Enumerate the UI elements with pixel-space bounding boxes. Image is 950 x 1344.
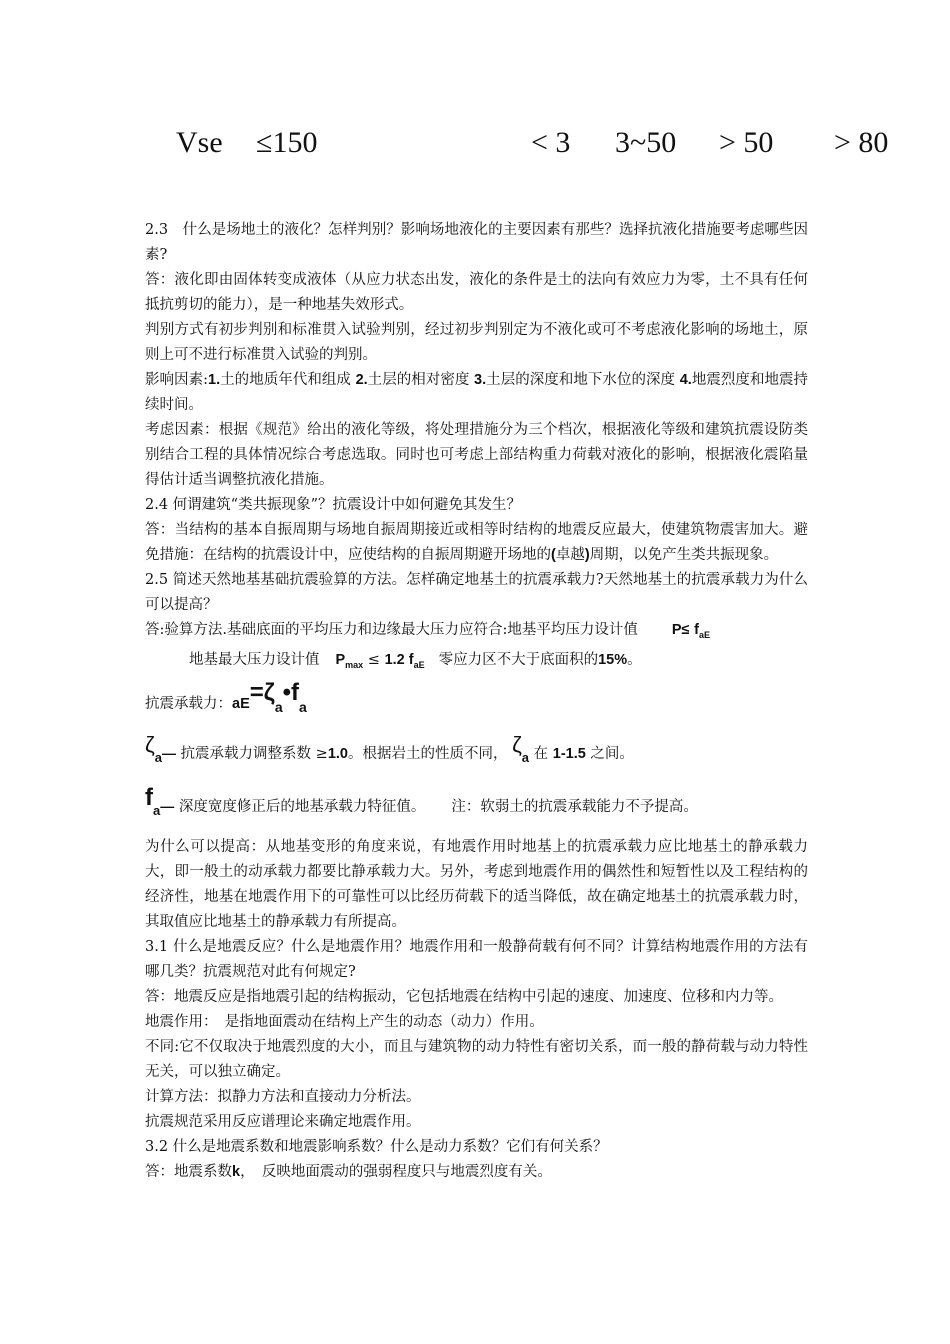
answer-3-1-methods: 计算方法：拟静力方法和直接动力分析法。	[145, 1089, 421, 1106]
zeta-definition: $\zeta_a—$ 抗震承载力调整系数 ≥1.0。根据岩土的性质不同， $\zeta_a$ 在 1-1.5 之间。	[145, 731, 634, 765]
depth-range-4: > 80	[834, 126, 889, 159]
answer-3-1-difference: 不同:它不仅取决于地震烈度的大小，而且与建筑物的动力特性有密切关系，而一般的静荷载与动力特性无关，可以独立确定。	[145, 1039, 808, 1081]
question-2-4: 2.4 何谓建筑“类共振现象”？抗震设计中如何避免其发生？	[145, 497, 521, 513]
question-2-3: 2.3 什么是场地土的液化？怎样判别？影响场地液化的主要因素有那些？选择抗液化措施要考虑哪些因素?	[145, 222, 808, 263]
question-2-5: 2.5 简述天然地基基础抗震验算的方法。怎样确定地基土的抗震承载力?天然地基土的抗震承载力为什么可以提高？	[145, 572, 808, 613]
capacity-formula: 抗震承载力：$aE=\zeta_a•f_a$	[145, 678, 307, 715]
answer-3-1-response: 答：地震反应是指地震引起的结构振动，它包括地震在结构中引起的速度、加速度、位移和内力等。	[145, 989, 783, 1006]
answer-2-5-method: 答:验算方法.基础底面的平均压力和边缘最大压力应符合:地基平均压力设计值 $P\le f_{aE}$	[145, 622, 710, 640]
question-3-1: 3.1 什么是地震反应？什么是地震作用？地震作用和一般静荷载有何不同？计算结构地震作用的方法有哪几类？抗震规范对此有何规定?	[145, 939, 808, 981]
answer-2-3-considerations: 考虑因素：根据《规范》给出的液化等级，将处理措施分为三个档次，根据液化等级和建筑抗震设防类别结合工程的具体情况综合考虑选取。同时也可考虑上部结构重力荷载对液化的影响，根据液化震陷量得估计适当调整抗液化措施。	[145, 422, 808, 488]
fa-definition: $f_a—$ 深度宽度修正后的地基承载力特征值。 注：软弱土的抗震承载能力不予提高。	[145, 783, 698, 818]
depth-range-1: < 3	[531, 126, 571, 159]
vs-range-1: ≤150	[256, 126, 318, 159]
answer-2-3-factors: 影响因素:1.土的地质年代和组成 2.土层的相对密度 3.土层的深度和地下水位的深度 4.地震烈度和地震持续时间。	[145, 372, 809, 413]
answer-2-5-max-pressure: 地基最大压力设计值 $P_{max} \le 1.2$ $f_{aE}$ 零应力区不大于底面积的15%。	[189, 651, 642, 670]
answer-3-2: 答：地震系数k， 反映地面震动的强弱程度只与地震烈度有关。	[145, 1164, 552, 1181]
answer-2-3-judgement: 判别方式有初步判别和标准贯入试验判别，经过初步判别定为不液化或可不考虑液化影响的场地土，原则上可不进行标准贯入试验的判别。	[145, 322, 808, 363]
depth-range-3: > 50	[719, 126, 774, 159]
answer-2-3-definition: 答：液化即由固体转变成液体（从应力状态出发，液化的条件是土的法向有效应力为零，土不具有任何抵抗剪切的能力），是一种地基失效形式。	[145, 272, 808, 313]
question-3-2: 3.2 什么是地震系数和地震影响系数？什么是动力系数？它们有何关系？	[145, 1139, 608, 1156]
vse-label: Vse	[176, 126, 223, 159]
answer-3-1-action: 地震作用： 是指地面震动在结构上产生的动态（动力）作用。	[145, 1014, 544, 1031]
depth-range-2: 3~50	[615, 126, 677, 159]
answer-3-1-code: 抗震规范采用反应谱理论来确定地震作用。	[145, 1114, 421, 1131]
document-body	[145, 218, 808, 1185]
answer-2-5-why: 为什么可以提高：从地基变形的角度来说，有地震作用时地基上的抗震承载力应比地基土的静承载力大，即一般土的动承载力都要比静承载力大。另外，考虑到地震作用的偶然性和短暂性以及工程结构的经济性，地基在地震作用下的可靠性可以比经历荷载下的适当降低，故在确定地基土的抗震承载力时，其取值应比地基土的静承载力有所提高。	[145, 839, 808, 931]
answer-2-4: 答：当结构的基本自振周期与场地自振周期接近或相等时结构的地震反应最大，使建筑物震害加大。避免措施：在结构的抗震设计中，应使结构的自振周期避开场地的(卓越)周期，以免产生类共振现象。	[145, 522, 808, 563]
